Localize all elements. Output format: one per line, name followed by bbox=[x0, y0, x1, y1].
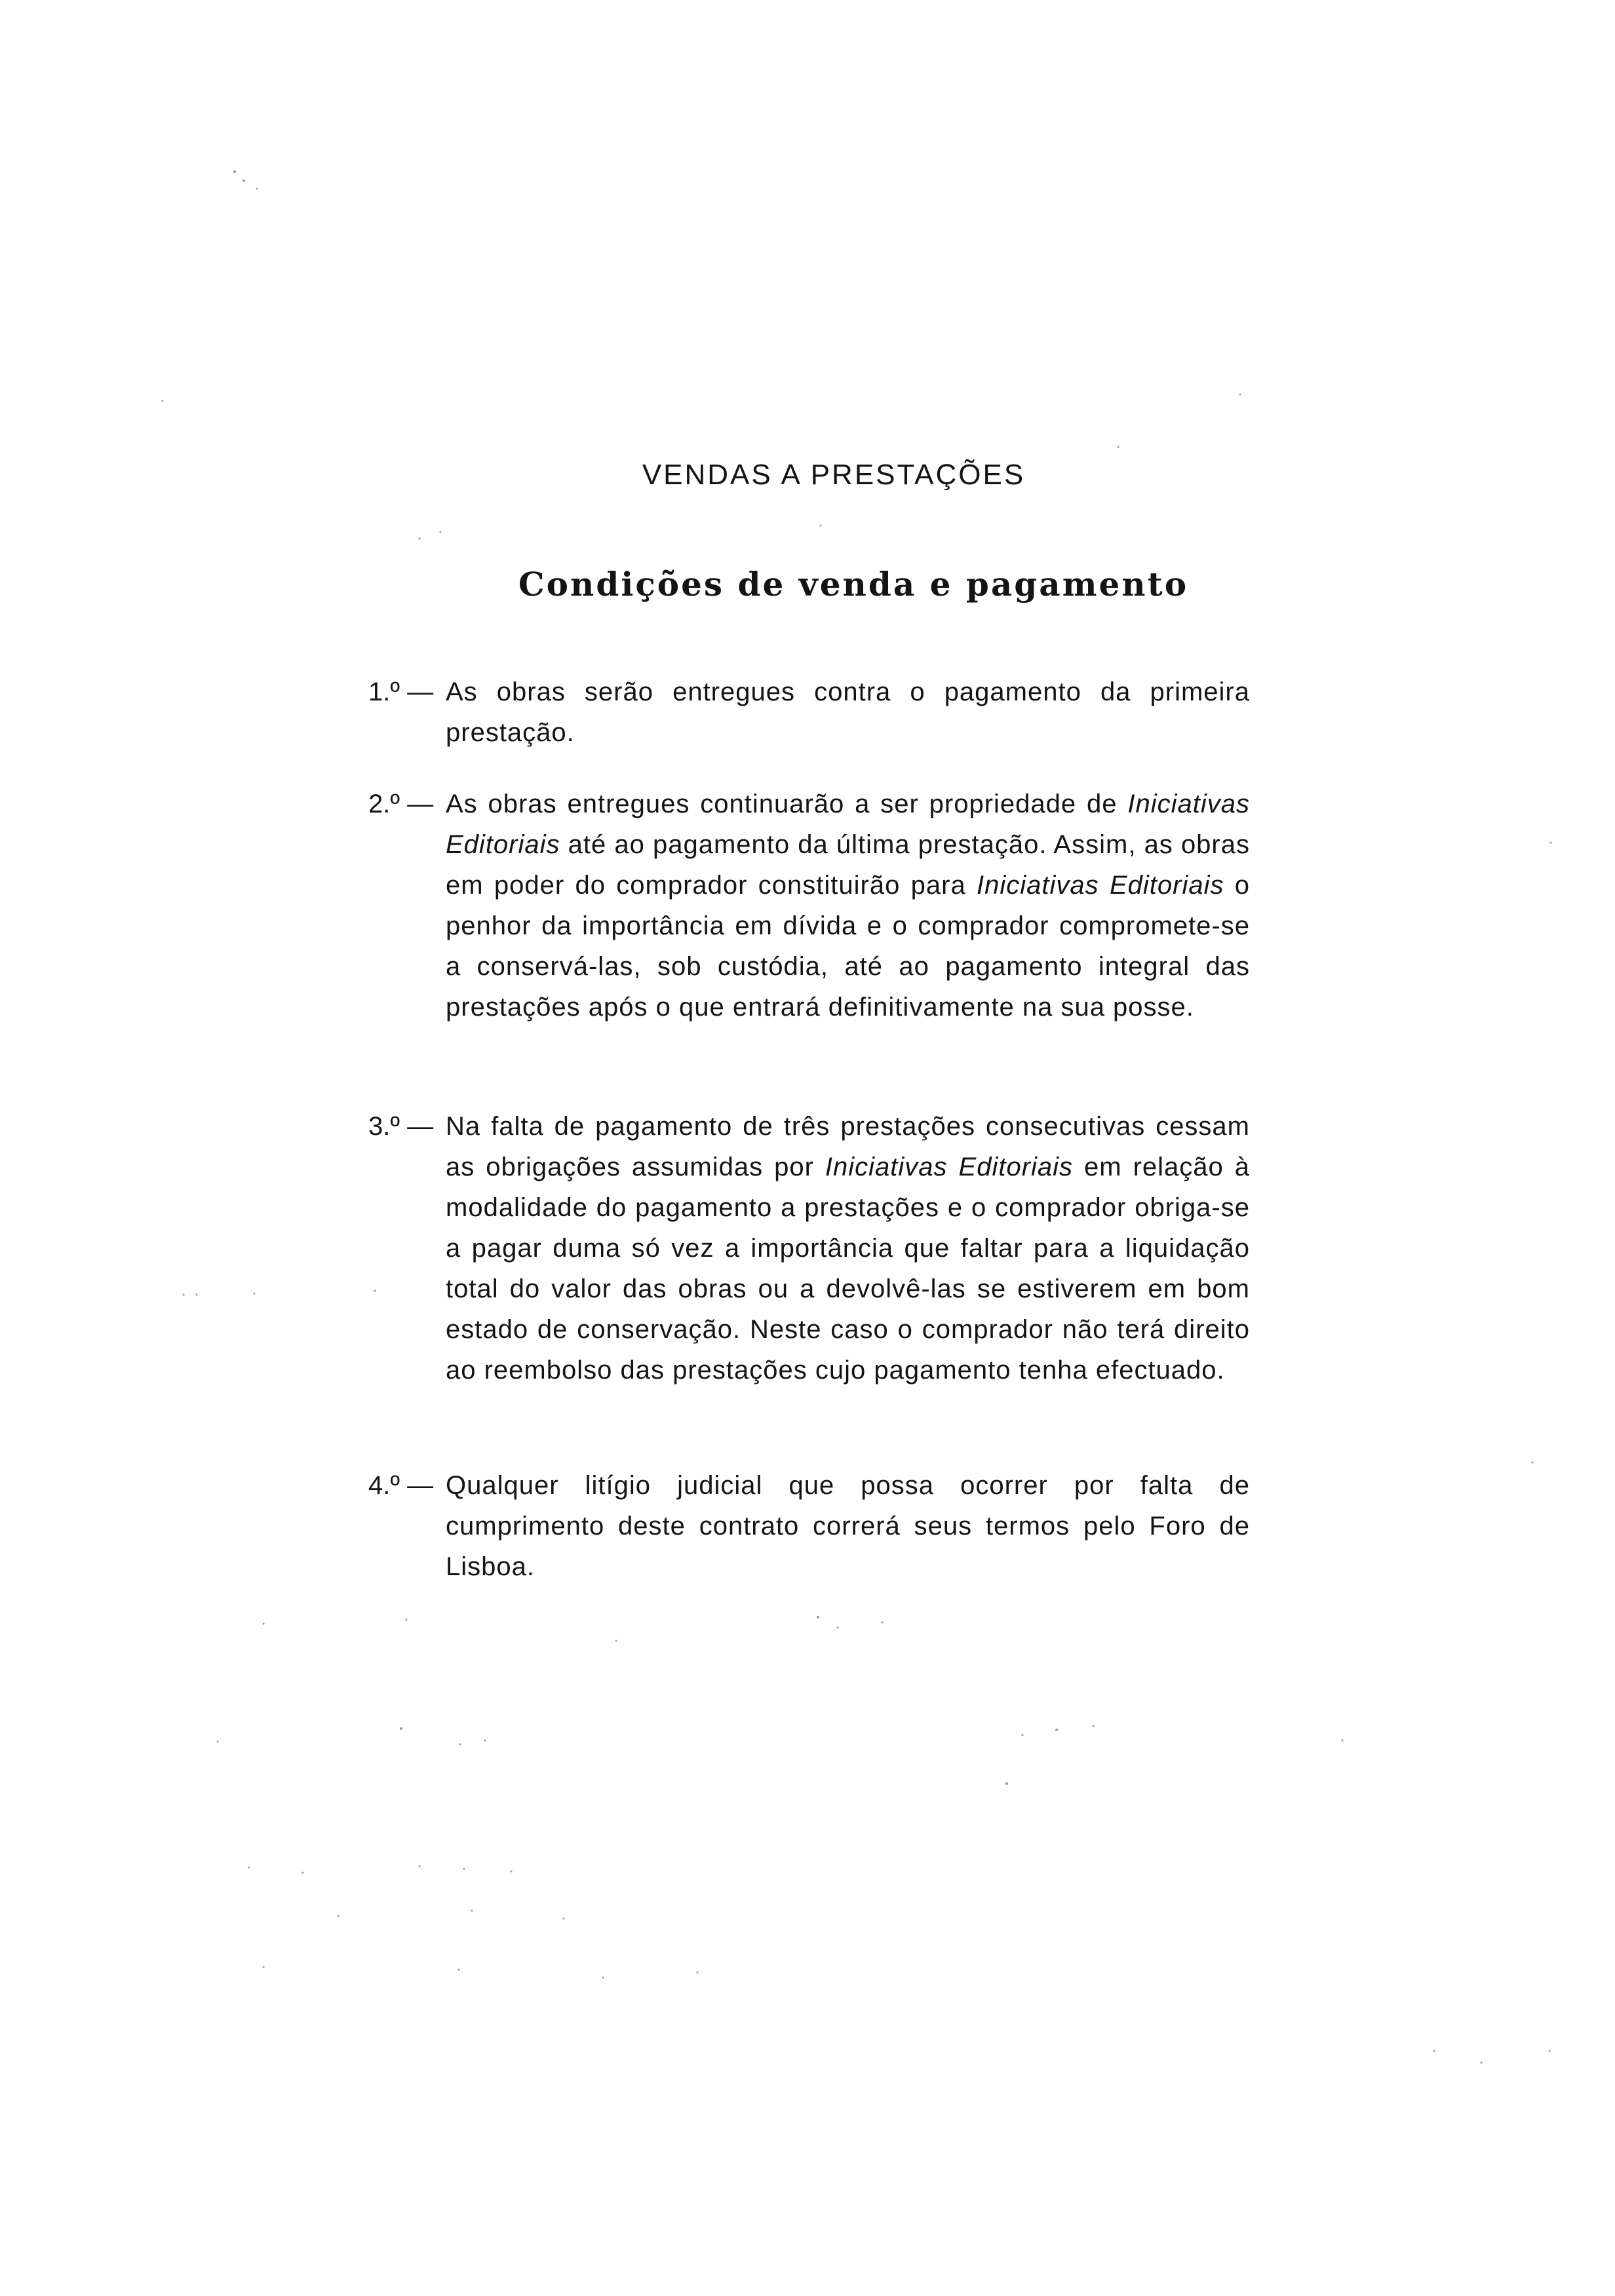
clause-2 bbox=[368, 784, 1250, 1027]
document-subheading: Condições de venda e pagamento bbox=[518, 565, 1189, 603]
clause-number: 3.º — bbox=[368, 1112, 434, 1141]
clause-text-segment: em relação à modalidade do pagamento a prestações e o comprador obriga-se a pagar duma só vez a importância que faltar para a liquidação total do valor das obras ou a devolvê-las se estiverem em bom estado de conservação. Neste caso o comprador não terá direito ao reembolso das prestações cujo pagamento tenha efectuado. bbox=[446, 1153, 1251, 1385]
document-heading: VENDAS A PRESTAÇÕES bbox=[642, 459, 1026, 491]
clause-3 bbox=[368, 1106, 1250, 1390]
clause-text-segment: As obras serão entregues contra o pagamento da primeira prestação. bbox=[446, 678, 1250, 747]
clause-number: 2.º — bbox=[368, 790, 434, 818]
clause-text-segment: até ao pagamento da última prestação. Assim, as obras em poder do comprador constituirão para bbox=[446, 830, 1250, 900]
publisher-name: Iniciativas Editoriais bbox=[446, 790, 1250, 859]
clause-number: 1.º — bbox=[368, 678, 434, 706]
clause-text-segment: Qualquer litígio judicial que possa ocorrer por falta de cumprimento deste contrato correrá seus termos pelo Foro de Lisboa. bbox=[446, 1471, 1250, 1581]
clause-number: 4.º — bbox=[368, 1471, 434, 1500]
clause-1 bbox=[368, 672, 1250, 753]
clause-4 bbox=[368, 1465, 1250, 1587]
clause-text bbox=[446, 672, 1250, 753]
publisher-name: Iniciativas Editoriais bbox=[825, 1153, 1074, 1181]
clause-text bbox=[446, 1465, 1250, 1587]
clause-text-segment: o penhor da importância em dívida e o comprador compromete-se a conservá-las, sob custódia, até ao pagamento integral das prestações após o que entrará definitivamente na sua posse. bbox=[446, 871, 1251, 1022]
clause-text bbox=[446, 1106, 1250, 1390]
clause-text-segment: Na falta de pagamento de três prestações consecutivas cessam as obrigações assumidas por bbox=[446, 1112, 1250, 1181]
publisher-name: Iniciativas Editoriais bbox=[977, 871, 1224, 900]
clause-text-segment: As obras entregues continuarão a ser propriedade de bbox=[446, 790, 1128, 818]
clause-text bbox=[446, 784, 1250, 1027]
